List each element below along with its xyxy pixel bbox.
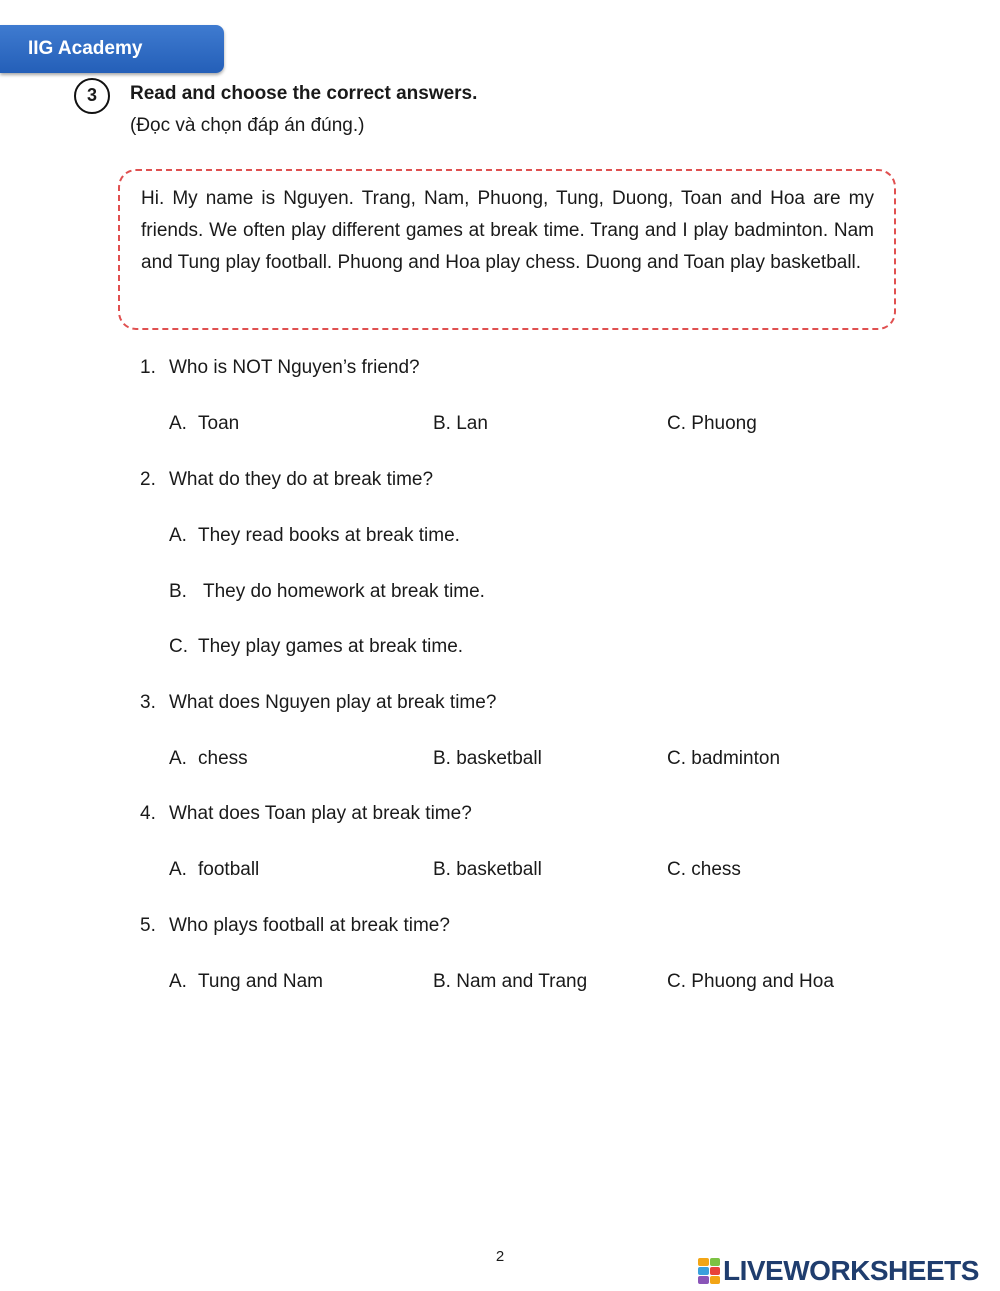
option-letter: B. <box>169 581 187 602</box>
option-letter: A. <box>169 748 187 769</box>
question-2-option-b[interactable] <box>169 581 485 603</box>
option-text: football <box>198 859 260 880</box>
question-4-option-c[interactable] <box>667 859 741 881</box>
question-3-option-b[interactable] <box>433 748 542 770</box>
option-letter: A. <box>169 859 187 880</box>
question-number: 4. <box>140 803 156 824</box>
option-text: chess <box>198 748 248 769</box>
question-number: 3. <box>140 692 156 713</box>
option-letter: C. <box>667 859 686 880</box>
liveworksheets-logo-text: LIVEWORKSHEETS <box>723 1255 979 1286</box>
option-letter: B. <box>433 971 451 992</box>
question-1-option-b[interactable] <box>433 413 488 435</box>
option-letter: C. <box>667 413 686 434</box>
option-letter: A. <box>169 525 187 546</box>
exercise-instruction-vi: (Đọc và chọn đáp án đúng.) <box>130 115 365 136</box>
option-letter: C. <box>169 636 188 657</box>
question-text: Who plays football at break time? <box>169 915 450 936</box>
option-text: badminton <box>691 748 781 769</box>
question-number: 1. <box>140 357 156 378</box>
liveworksheets-logo[interactable] <box>698 1256 979 1286</box>
question-number: 2. <box>140 469 156 490</box>
option-letter: A. <box>169 971 187 992</box>
question-2 <box>140 469 433 491</box>
option-text: Toan <box>198 413 240 434</box>
option-text: chess <box>691 859 741 880</box>
question-2-option-c[interactable] <box>169 636 463 658</box>
option-letter: C. <box>667 748 686 769</box>
question-5-option-c[interactable] <box>667 971 834 993</box>
question-1-option-c[interactable] <box>667 413 757 435</box>
reading-passage: Hi. My name is Nguyen. Trang, Nam, Phuong, Tung, Duong, Toan and Hoa are my friends. We often play different games at break time. Trang and I play badminton. Nam and Tung play football. Phuong and Hoa play chess. Duong and Toan play basketball. <box>141 188 874 273</box>
option-text: Phuong <box>691 413 757 434</box>
question-3-option-c[interactable] <box>667 748 780 770</box>
option-letter: A. <box>169 413 187 434</box>
option-text: They do homework at break time. <box>203 581 485 602</box>
question-4-option-b[interactable] <box>433 859 542 881</box>
option-text: Tung and Nam <box>198 971 323 992</box>
option-text: Nam and Trang <box>456 971 588 992</box>
page-number: 2 <box>495 1248 505 1265</box>
option-text: They read books at break time. <box>198 525 460 546</box>
question-1-option-a[interactable] <box>169 413 239 435</box>
exercise-instruction: Read and choose the correct answers. <box>130 83 478 104</box>
option-text: basketball <box>456 748 542 769</box>
question-3-option-a[interactable] <box>169 748 248 770</box>
question-5 <box>140 915 450 937</box>
exercise-number-badge: 3 <box>74 78 110 114</box>
option-text: Lan <box>456 413 488 434</box>
question-text: What does Nguyen play at break time? <box>169 692 497 713</box>
option-letter: B. <box>433 413 451 434</box>
option-letter: C. <box>667 971 686 992</box>
question-text: What does Toan play at break time? <box>169 803 472 824</box>
question-1 <box>140 357 420 379</box>
brand-label: IIG Academy <box>28 38 143 59</box>
question-2-option-a[interactable] <box>169 525 460 547</box>
question-number: 5. <box>140 915 156 936</box>
option-text: Phuong and Hoa <box>691 971 834 992</box>
option-text: basketball <box>456 859 542 880</box>
liveworksheets-logo-icon <box>698 1258 720 1284</box>
question-3 <box>140 692 496 714</box>
option-letter: B. <box>433 748 451 769</box>
question-text: What do they do at break time? <box>169 469 434 490</box>
option-text: They play games at break time. <box>198 636 464 657</box>
question-4 <box>140 803 472 825</box>
question-4-option-a[interactable] <box>169 859 259 881</box>
question-5-option-b[interactable] <box>433 971 587 993</box>
brand-tab <box>0 25 224 73</box>
question-5-option-a[interactable] <box>169 971 323 993</box>
question-text: Who is NOT Nguyen’s friend? <box>169 357 420 378</box>
option-letter: B. <box>433 859 451 880</box>
